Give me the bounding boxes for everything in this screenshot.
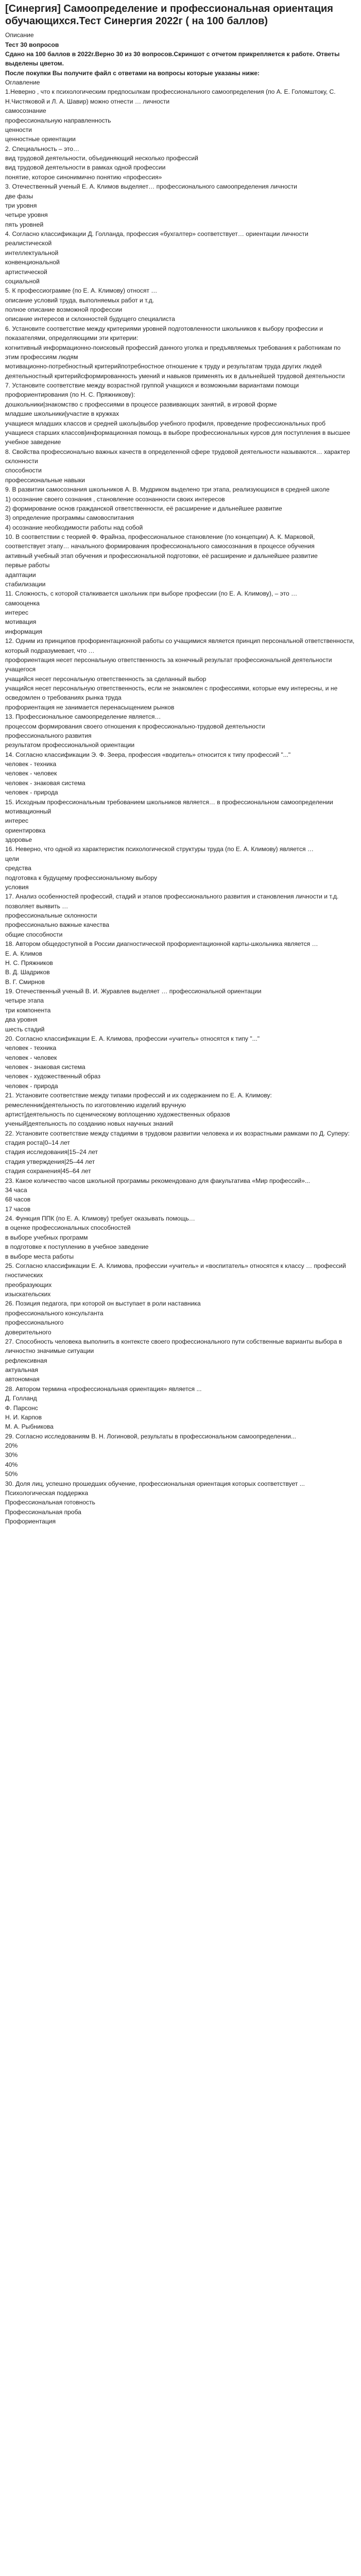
content-line: 29. Согласно исследованиям В. Н. Логиновой, результаты в профессиональном самоопределении...: [5, 1432, 296, 1440]
content-line: мотивационно-потребностный критерийпотребностное отношение к труду и результатам труда других людей: [5, 363, 322, 370]
content-line: человек - природа: [5, 789, 58, 796]
content-line: 23. Какое количество часов школьной программы рекомендовано для факультатива «Мир профессий»...: [5, 1177, 311, 1184]
content-line: 30%: [5, 1451, 18, 1459]
content-line: стадия исследования|15–24 лет: [5, 1148, 98, 1156]
content-line: 30. Доля лиц, успешно прошедших обучение, профессиональная ориентация которых соответствует ...: [5, 1480, 305, 1487]
content-line: 7. Установите соответствие между возрастной группой учащихся и возможными вариантами помощи профориентирования (по Н. С. Пряжникову):: [5, 382, 299, 399]
content-line: адаптации: [5, 571, 36, 579]
article-title: [Синергия] Самоопределение и профессиональная ориентация обучающихся.Тест Синергия 2022г ( на 100 баллов): [5, 3, 333, 27]
content-line: 6. Установите соответствие между критериями уровней подготовленности школьников к выбору профессии и показателями, определяющими эти критерии:: [5, 325, 323, 342]
content-line: гностических: [5, 1272, 43, 1279]
content-line: три компонента: [5, 1006, 51, 1014]
content-line: профессионального консультанта: [5, 1309, 104, 1317]
content-line: Профориентация: [5, 1518, 56, 1526]
content-line: 68 часов: [5, 1196, 31, 1204]
content-line: Д. Голланд: [5, 1395, 37, 1402]
content-line: дошкольники|знакомство с профессиями в процессе развивающих занятий, в игровой форме: [5, 400, 277, 408]
content-line: 12. Одним из принципов профориентационной работы со учащимися является принцип персональной ответственности, который подразумевает, что …: [5, 637, 355, 654]
content-line: человек - человек: [5, 1054, 57, 1061]
content-line: когнитивный информационно-поисковый профессий данного уголка и предъявляемых требования к работникам по этим профессиям людям: [5, 344, 341, 361]
content-line: 20%: [5, 1442, 18, 1450]
content-line: профессионального развития: [5, 732, 92, 739]
content-line: стадия роста|0–14 лет: [5, 1139, 70, 1147]
content-line: интерес: [5, 609, 29, 617]
test-label: Тест 30 вопросов: [5, 41, 59, 48]
content-line: реалистической: [5, 240, 52, 247]
content-line: рефлексивная: [5, 1357, 47, 1364]
content-line: 16. Неверно, что одной из характеристик психологической структуры труда (по Е. А. Климову) является …: [5, 845, 314, 853]
content-line: активный учебный этап обучения и профессиональной подготовки, её расширение и дальнейшее развитие: [5, 552, 318, 560]
content-line: автономная: [5, 1376, 40, 1383]
content-line: общие способности: [5, 930, 63, 938]
content-line: 28. Автором термина «профессиональная ориентация» является ...: [5, 1385, 202, 1393]
content-line: 17. Анализ особенностей профессий, стадий и этапов профессионального развития и становления личности и т.д. позволяет выявить …: [5, 893, 339, 910]
content-line: профессиональную направленность: [5, 116, 111, 124]
content-line: конвенциональной: [5, 259, 60, 266]
content-line: самооценка: [5, 599, 40, 607]
content-line: 3. Отечественный ученый Е. А. Климов выделяет… профессионального самоопределения личности: [5, 183, 297, 191]
intro-text-2: После покупки Вы получите файл с ответами на вопросы которые указаны ниже:: [5, 69, 260, 77]
content-line: 19. Отечественный ученый В. И. Журавлев выделяет … профессиональной ориентации: [5, 988, 262, 995]
content-line: человек - человек: [5, 770, 57, 777]
content-line: стабилизации: [5, 580, 46, 588]
content-line: 5. К профессиограмме (по Е. А. Климову) относят …: [5, 287, 158, 295]
content-line: учащийся несет персональную ответственность за сделанный выбор: [5, 675, 207, 683]
content-line: в оценке профессиональных способностей: [5, 1224, 131, 1232]
content-line: полное описание возможной профессии: [5, 306, 123, 314]
content-line: Профессиональная проба: [5, 1508, 81, 1516]
intro-text: Сдано на 100 баллов в 2022г.Верно 30 из 30 вопросов.Скриншот с отчетом прикрепляется к работе. Ответы выделены цветом.: [5, 50, 340, 67]
content-line: 8. Свойства профессионально важных качеств в определенной сфере трудовой деятельности называются… характер: [5, 448, 350, 455]
content-line: ориентировка: [5, 826, 46, 834]
content-line: склонности: [5, 457, 38, 465]
content-line: человек - техника: [5, 760, 57, 768]
content-line: мотивация: [5, 618, 37, 626]
content-line: учащиеся старших классов|информационная помощь в выборе профессиональных курсов для поступления в высшее учебное заведение: [5, 429, 350, 446]
content-line: преобразующих: [5, 1281, 52, 1289]
content-line: самосознание: [5, 107, 46, 115]
content-line: младшие школьники|участие в кружках: [5, 410, 119, 418]
description-label: Описание: [5, 31, 34, 39]
content-line: 1.Неверно , что к психологическим предпосылкам профессионального самоопределения (по А. Е. Голомштоку, С. Н.Чистяковой и Л. А. Шавир) можно отнести … личности: [5, 88, 336, 105]
content-line: 17 часов: [5, 1205, 31, 1213]
content-line: подготовка к будущему профессиональному выбору: [5, 874, 158, 882]
content-line: Ф. Парсонс: [5, 1404, 38, 1412]
content-line: четыре уровня: [5, 211, 48, 219]
content-line: 13. Профессиональное самоопределение является…: [5, 713, 161, 721]
content-line: учащийся несет персональную ответственность, если не знакомлен с профессиями, которые ему интересны, и не осведомлен о требованиях рынка труда: [5, 685, 338, 702]
content-line: 40%: [5, 1461, 18, 1468]
content-line: 18. Автором общедоступной в России диагностической профориентационной карты-школьника является …: [5, 940, 318, 948]
content-line: вид трудовой деятельности, объединяющий несколько профессий: [5, 155, 198, 162]
content-line: человек - техника: [5, 1044, 57, 1052]
content-line: описание интересов и склонностей будущего специалиста: [5, 315, 175, 323]
content-line: три уровня: [5, 201, 37, 209]
content-line: интеллектуальной: [5, 249, 59, 257]
content-line: Н. И. Карпов: [5, 1413, 42, 1421]
content-line: ценности: [5, 126, 32, 133]
content-line: способности: [5, 467, 42, 474]
content-line: Профессиональная готовность: [5, 1499, 95, 1506]
content-line: 2) формирование основ гражданской ответственности, её расширение и дальнейшее развитие: [5, 504, 282, 512]
content-line: человек - природа: [5, 1082, 58, 1090]
content-line: 22. Установите соответствие между стадиями в трудовом развитии человека и их возрастными рамками по Д. Суперу:: [5, 1129, 350, 1137]
content-line: артист|деятельность по сценическому воплощению художественных образов: [5, 1110, 230, 1118]
content-line: информация: [5, 628, 43, 635]
content-line: шесть стадий: [5, 1025, 45, 1033]
content-line: ценностные ориентации: [5, 135, 76, 143]
content-line: ученый|деятельность по созданию новых научных знаний: [5, 1120, 174, 1128]
content-line: два уровня: [5, 1016, 38, 1024]
content-line: деятельностный критерийсформированность умений и навыков применять их в дальнейшей трудовой деятельности: [5, 372, 345, 380]
content-line: первые работы: [5, 562, 50, 569]
content-line: 3) определение программы самовоспитания: [5, 514, 134, 522]
content-line: 15. Исходным профессиональным требованием школьников является… в профессиональном самоопределении: [5, 798, 333, 806]
content-line: 27. Способность человека выполнить в контексте своего профессионального пути собственные варианты выбора в личностно значимые ситуации: [5, 1337, 342, 1355]
content-line: 50%: [5, 1470, 18, 1478]
content-line: 11. Сложность, с которой сталкивается школьник при выборе профессии (по Е. А. Климову), – это …: [5, 590, 298, 598]
content-line: 25. Согласно классификации Е. А. Климова, профессии «учитель» и «воспитатель» относятся к классу … профессий: [5, 1262, 346, 1269]
content-line: ремесленник|деятельность по изготовлению изделий вручную: [5, 1101, 186, 1109]
content-line: профессионального: [5, 1319, 64, 1327]
content-line: в выборе места работы: [5, 1252, 74, 1260]
content-line: вид трудовой деятельности в рамках одной профессии: [5, 164, 166, 172]
content-line: результатом профессиональной ориентации: [5, 741, 135, 749]
content-line: 2. Специальность – это…: [5, 145, 80, 152]
question-list: [5, 87, 356, 1526]
content-line: человек - знаковая система: [5, 1063, 85, 1071]
content-line: интерес: [5, 817, 29, 825]
content-line: доверительного: [5, 1328, 51, 1336]
content-line: 26. Позиция педагога, при которой он выступает в роли наставника: [5, 1300, 201, 1308]
toc-label: Оглавление: [5, 79, 40, 87]
content-line: М. А. Рыбникова: [5, 1423, 54, 1431]
content-line: 4) осознание необходимости работы над собой: [5, 523, 143, 531]
content-line: 20. Согласно классификации Е. А. Климова, профессии «учитель» относятся к типу "...": [5, 1035, 260, 1042]
content-line: Е. А. Климов: [5, 950, 42, 957]
content-line: профессионально важные качества: [5, 921, 109, 929]
content-line: две фазы: [5, 192, 33, 200]
content-line: стадия сохранения|45–64 лет: [5, 1167, 91, 1175]
content-line: понятие, которое синонимично понятию «профессия»: [5, 173, 162, 181]
content-line: профориентация несет персональную ответственность за конечный результат профессиональной деятельности учащегося: [5, 656, 332, 673]
content-line: актуальная: [5, 1366, 38, 1374]
content-line: 21. Установите соответствие между типами профессий и их содержанием по Е. А. Климову:: [5, 1092, 272, 1099]
content-line: в выборе учебных программ: [5, 1233, 88, 1241]
content-line: 14. Согласно классификации Э. Ф. Зеера, профессия «водитель» относится к типу профессий "...": [5, 751, 291, 758]
content-line: здоровье: [5, 836, 32, 844]
content-line: профориентация не занимается перенасыщением рынков: [5, 703, 175, 711]
content-line: 10. В соответствии с теорией Ф. Фрайнза, профессиональное становление (по концепции) А. К. Марковой, соответствует этапу… начального формирования профессионального самосознания в процессе обучения: [5, 533, 315, 550]
content-line: учащиеся младших классов и средней школы|выбор учебного профиля, проведение профессиональных проб: [5, 419, 325, 427]
content-line: В. Г. Смирнов: [5, 978, 45, 986]
content-line: Психологическая поддержка: [5, 1489, 89, 1497]
content-line: В. Д. Шадриков: [5, 969, 50, 976]
content-line: изыскательских: [5, 1291, 51, 1298]
content-line: мотивационный: [5, 807, 51, 815]
content-line: артистической: [5, 268, 47, 276]
content-line: социальной: [5, 277, 40, 285]
content-line: 4. Согласно классификации Д. Голланда, профессия «бухгалтер» соответствует… ориентации личности: [5, 230, 308, 238]
content-line: стадия утверждения|25–44 лет: [5, 1158, 95, 1165]
content-line: 24. Функция ППК (по Е. А. Климову) требует оказывать помощь…: [5, 1215, 195, 1223]
content-line: 34 часа: [5, 1186, 27, 1194]
content-line: пять уровней: [5, 221, 44, 228]
content-line: профессиональные навыки: [5, 476, 85, 484]
content-line: в подготовке к поступлению в учебное заведение: [5, 1243, 149, 1251]
content-line: средства: [5, 865, 31, 872]
content-line: процессом формирования своего отношения к профессионально-трудовой деятельности: [5, 722, 265, 730]
content-line: человек - знаковая система: [5, 779, 85, 787]
content-line: условия: [5, 883, 29, 891]
content-line: человек - художественный образ: [5, 1073, 101, 1080]
content-line: Н. С. Пряжников: [5, 959, 53, 967]
content-line: описание условий труда, выполняемых работ и т.д.: [5, 296, 154, 304]
content-line: цели: [5, 855, 19, 862]
content-line: 9. В развитии самосознания школьников А. В. Мудриком выделено три этапа, реализующихся в средней школе: [5, 486, 330, 494]
content-line: четыре этапа: [5, 997, 44, 1005]
content-line: профессиональные склонности: [5, 912, 97, 920]
content-line: 1) осознание своего сознания , становление осознанности своих интересов: [5, 495, 225, 503]
